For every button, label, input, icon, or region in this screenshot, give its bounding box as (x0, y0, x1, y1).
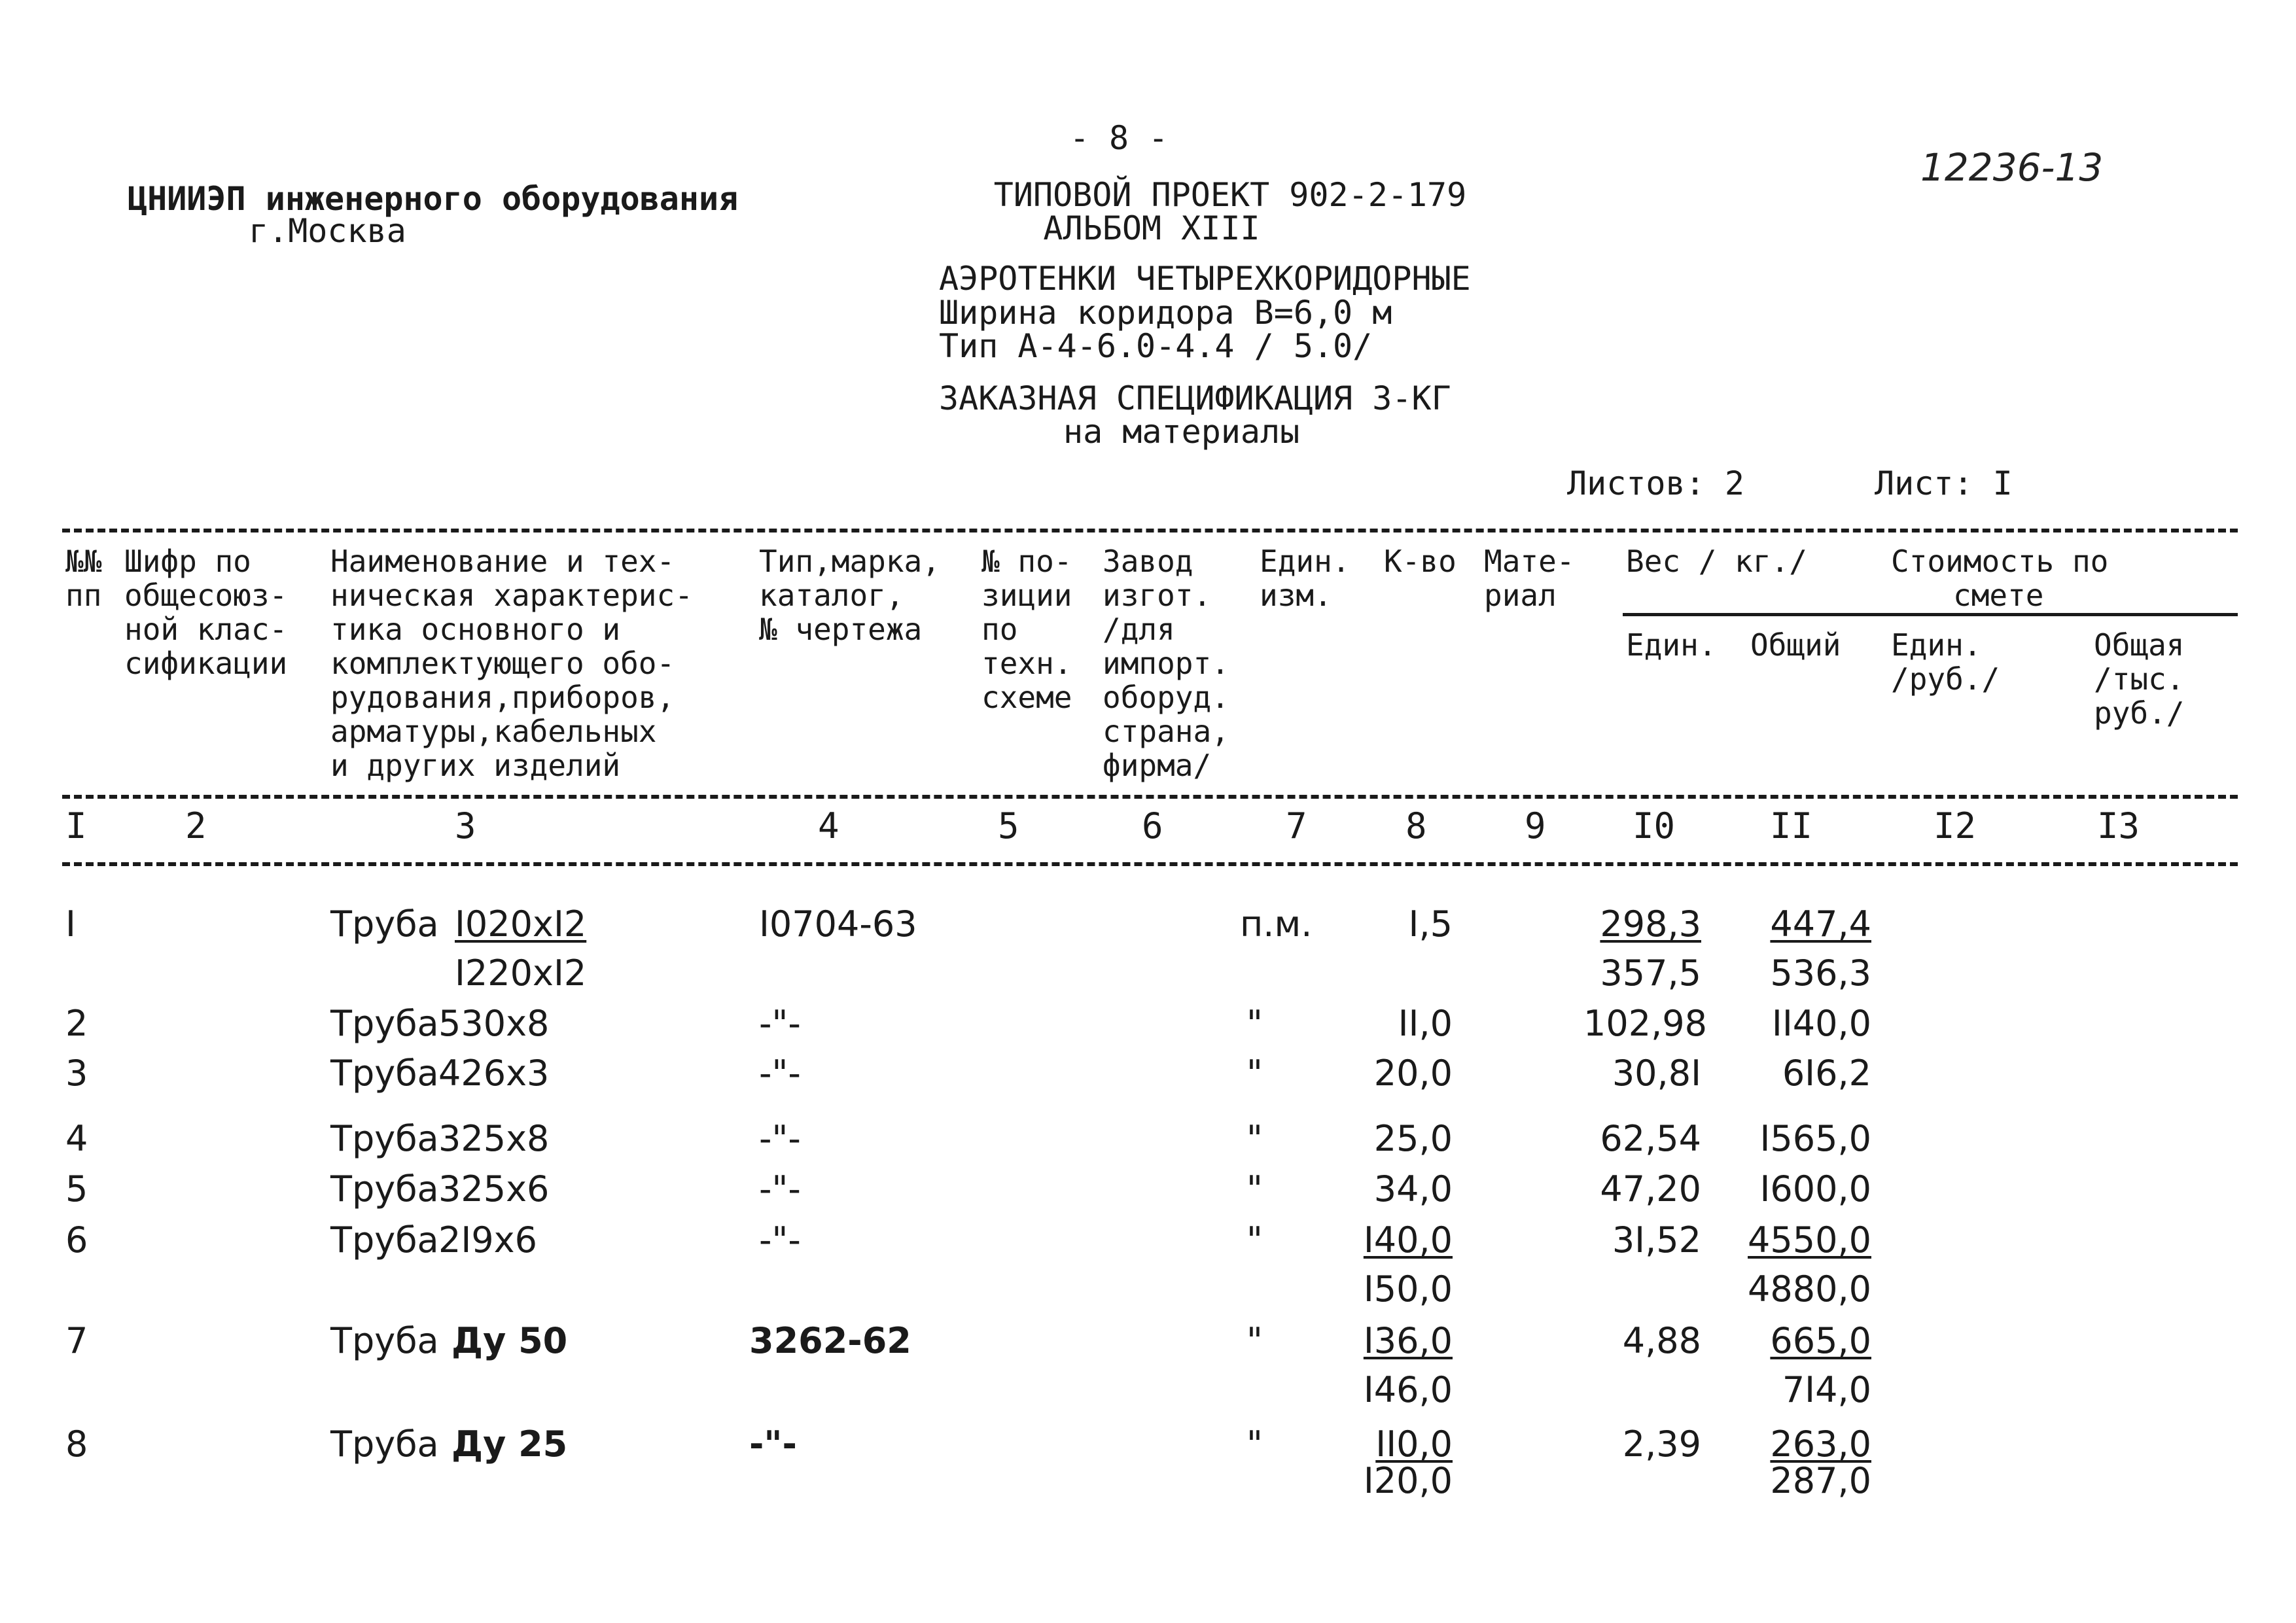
row2-num: 2 (65, 1003, 88, 1044)
row6-qty2: I50,0 (1363, 1268, 1453, 1310)
row2-size: 530x8 (438, 1003, 550, 1044)
row5-num: 5 (65, 1168, 88, 1210)
row2-unit: " (1246, 1003, 1263, 1044)
row4-name: Труба (330, 1118, 439, 1159)
row5-unit: " (1246, 1168, 1263, 1210)
row2-name: Труба (330, 1003, 439, 1044)
row2-qty: II,0 (1398, 1003, 1453, 1044)
header-col4: Тип,марка, каталог, № чертежа (759, 544, 940, 647)
header-cost-total: Общая /тыс. руб./ (2094, 627, 2185, 731)
header-cost2: смете (1953, 578, 2044, 613)
row7-weight-total: 665,0 (1770, 1320, 1871, 1361)
row5-name: Труба (330, 1168, 439, 1210)
row8-unit: " (1246, 1423, 1263, 1465)
row7-weight-unit: 4,88 (1622, 1320, 1701, 1361)
row5-weight-unit: 47,20 (1600, 1168, 1701, 1210)
table-top-rule (62, 529, 2238, 532)
row8-num: 8 (65, 1423, 88, 1465)
row4-num: 4 (65, 1118, 88, 1159)
row1-size2: I220xI2 (455, 952, 587, 994)
sheets-total: Листов: 2 (1567, 464, 1744, 502)
header-col9: Мате- риал (1484, 544, 1575, 613)
row7-size: Ду 50 (451, 1320, 568, 1361)
row1-num: I (65, 903, 76, 945)
colnum-4: 4 (818, 805, 839, 846)
row8-weight-total2: 287,0 (1770, 1460, 1871, 1501)
row6-size: 2I9x6 (438, 1219, 537, 1261)
row4-type: -"- (759, 1118, 801, 1159)
colnum-2: 2 (185, 805, 207, 846)
row8-qty: II0,0 (1375, 1423, 1453, 1465)
header-cost-unit: Един. /руб./ (1891, 627, 2000, 697)
row3-size: 426x3 (438, 1053, 550, 1094)
project-line1: ТИПОВОЙ ПРОЕКТ 902-2-179 (993, 176, 1467, 214)
colnum-10: I0 (1633, 805, 1676, 846)
row1-unit: п.м. (1240, 903, 1313, 945)
project-line6: ЗАКАЗНАЯ СПЕЦИФИКАЦИЯ 3-КГ (939, 379, 1451, 417)
row4-weight-unit: 62,54 (1600, 1118, 1701, 1159)
weight-cost-subrule (1623, 613, 2238, 616)
row7-name: Труба (330, 1320, 439, 1361)
row4-weight-total: I565,0 (1759, 1118, 1871, 1159)
row5-size: 325x6 (438, 1168, 550, 1210)
colnum-3: 3 (455, 805, 476, 846)
row2-weight-total: II40,0 (1771, 1003, 1871, 1044)
row6-name: Труба (330, 1219, 439, 1261)
row1-size: I020xI2 (455, 903, 587, 945)
row7-weight-total2: 7I4,0 (1782, 1369, 1871, 1410)
row7-type: 3262-62 (749, 1320, 911, 1361)
row6-weight-unit: 3I,52 (1612, 1219, 1701, 1261)
colnum-bottom-rule (62, 862, 2238, 866)
page-number: - 8 - (1069, 119, 1169, 157)
colnum-6: 6 (1142, 805, 1163, 846)
colnum-13: I3 (2097, 805, 2140, 846)
row1-type: I0704-63 (759, 903, 917, 945)
row6-qty: I40,0 (1363, 1219, 1453, 1261)
row8-size: Ду 25 (451, 1423, 568, 1465)
row4-size: 325x8 (438, 1118, 550, 1159)
colnum-9: 9 (1525, 805, 1546, 846)
colnum-7: 7 (1286, 805, 1307, 846)
row6-weight-total: 4550,0 (1748, 1219, 1871, 1261)
row8-weight-total: 263,0 (1770, 1423, 1871, 1465)
colnum-1: I (65, 805, 87, 846)
row1-name: Труба (330, 903, 439, 945)
row1-weight-total2: 536,3 (1770, 952, 1871, 994)
row5-type: -"- (759, 1168, 801, 1210)
header-weight-total: Общий (1750, 627, 1841, 663)
header-col7: Един. изм. (1260, 544, 1351, 613)
header-col3: Наименование и тех- ническая характерис- тика основного и комплектующего обо- рудования,приборов, арматуры,кабельных и других изделий (330, 544, 693, 783)
row6-type: -"- (759, 1219, 801, 1261)
row7-qty2: I46,0 (1363, 1369, 1453, 1410)
row1-weight-unit: 298,3 (1600, 903, 1701, 945)
row3-name: Труба (330, 1053, 439, 1094)
row7-unit: " (1246, 1320, 1263, 1361)
header-weight-unit: Един. (1626, 627, 1717, 663)
header-col1: №№ пп (65, 544, 102, 613)
header-col8: К-во (1384, 544, 1457, 579)
org-line2: г.Москва (249, 212, 406, 250)
row3-weight-total: 6I6,2 (1782, 1053, 1871, 1094)
row6-num: 6 (65, 1219, 88, 1261)
project-line4: Ширина коридора В=6,0 м (939, 294, 1392, 332)
project-line7: на материалы (1063, 413, 1300, 451)
project-line2: АЛЬБОМ XIII (1043, 209, 1260, 247)
row2-weight-unit: 102,98 (1583, 1003, 1707, 1044)
row8-weight-unit: 2,39 (1622, 1423, 1701, 1465)
header-weight: Вес / кг./ (1626, 544, 1807, 579)
row3-num: 3 (65, 1053, 88, 1094)
row6-unit: " (1246, 1219, 1263, 1261)
colnum-5: 5 (998, 805, 1019, 846)
header-col5: № по- зиции по техн. схеме (981, 544, 1072, 715)
row4-unit: " (1246, 1118, 1263, 1159)
row3-weight-unit: 30,8I (1612, 1053, 1701, 1094)
sheets-current: Лист: I (1875, 464, 2013, 502)
header-cost: Стоимость по (1891, 544, 2109, 579)
handwritten-code: 12236-13 (1920, 145, 2104, 190)
row7-qty: I36,0 (1363, 1320, 1453, 1361)
row1-weight-total: 447,4 (1770, 903, 1871, 945)
row3-type: -"- (759, 1053, 801, 1094)
colnum-11: II (1770, 805, 1813, 846)
row2-type: -"- (759, 1003, 801, 1044)
row3-unit: " (1246, 1053, 1263, 1094)
colnum-8: 8 (1405, 805, 1427, 846)
row8-name: Труба (330, 1423, 439, 1465)
row6-weight-total2: 4880,0 (1748, 1268, 1871, 1310)
header-bottom-rule (62, 795, 2238, 799)
row3-qty: 20,0 (1373, 1053, 1453, 1094)
row4-qty: 25,0 (1373, 1118, 1453, 1159)
org-line1: ЦНИИЭП инженерного оборудования (128, 180, 739, 218)
row8-qty2: I20,0 (1363, 1460, 1453, 1501)
header-col2: Шифр по общесоюз- ной клас- сификации (124, 544, 288, 681)
row1-qty: I,5 (1408, 903, 1453, 945)
row7-num: 7 (65, 1320, 88, 1361)
project-line3: АЭРОТЕНКИ ЧЕТЫРЕХКОРИДОРНЫЕ (939, 260, 1471, 298)
row5-qty: 34,0 (1373, 1168, 1453, 1210)
row5-weight-total: I600,0 (1759, 1168, 1871, 1210)
row8-type: -"- (749, 1423, 797, 1465)
row1-weight-unit2: 357,5 (1600, 952, 1701, 994)
header-col6: Завод изгот. /для импорт. оборуд. страна, фирма/ (1103, 544, 1229, 783)
project-line5: Тип А-4-6.0-4.4 / 5.0/ (939, 327, 1373, 365)
colnum-12: I2 (1934, 805, 1977, 846)
